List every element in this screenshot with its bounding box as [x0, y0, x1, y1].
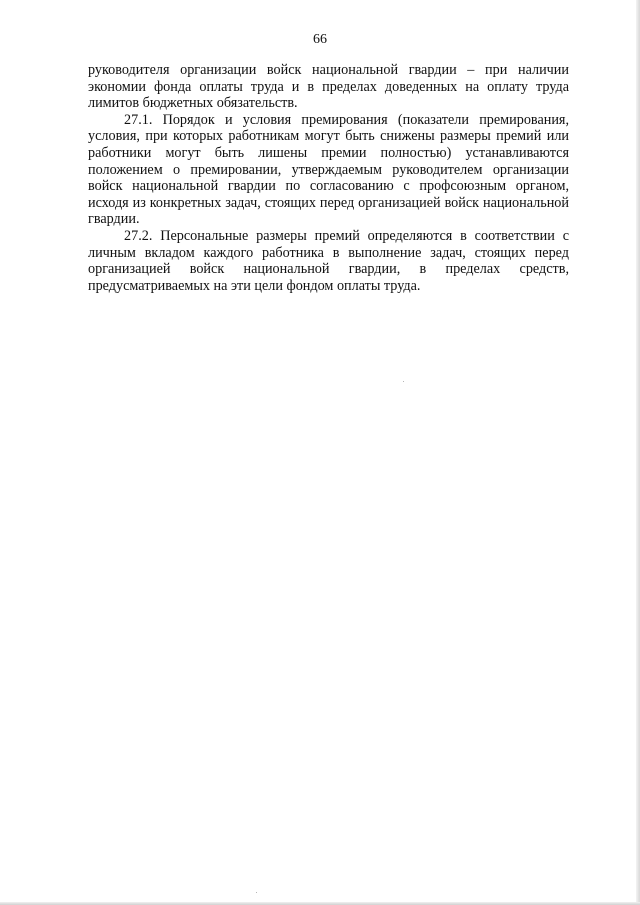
paragraph-27-2: 27.2. Персональные размеры премий определяются в соответствии с личным вкладом каждого работника в выполнение задач, стоящих перед организацией войск национальной гвардии, в пределах средств, предусматриваемых на эти цели фондом оплаты труда.: [88, 227, 569, 294]
paragraph-continuation: руководителя организации войск национальной гвардии – при наличии экономии фонда оплаты труда и в пределах доведенных на оплату труда лимитов бюджетных обязательств.: [88, 62, 569, 112]
scan-speck: [256, 892, 257, 893]
document-body: [88, 62, 569, 294]
page-edge-shadow-right: [636, 0, 640, 905]
scan-speck: [403, 381, 404, 382]
paragraph-27-1: 27.1. Порядок и условия премирования (показатели премирования, условия, при которых работникам могут быть снижены размеры премий или работники могут быть лишены премии полностью) устанавливаются положением о премировании, утверждаемым руководителем организации войск национальной гвардии по согласованию с профсоюзным органом, исходя из конкретных задач, стоящих перед организацией войск национальной гвардии.: [88, 111, 569, 228]
page-number: 66: [313, 32, 327, 47]
